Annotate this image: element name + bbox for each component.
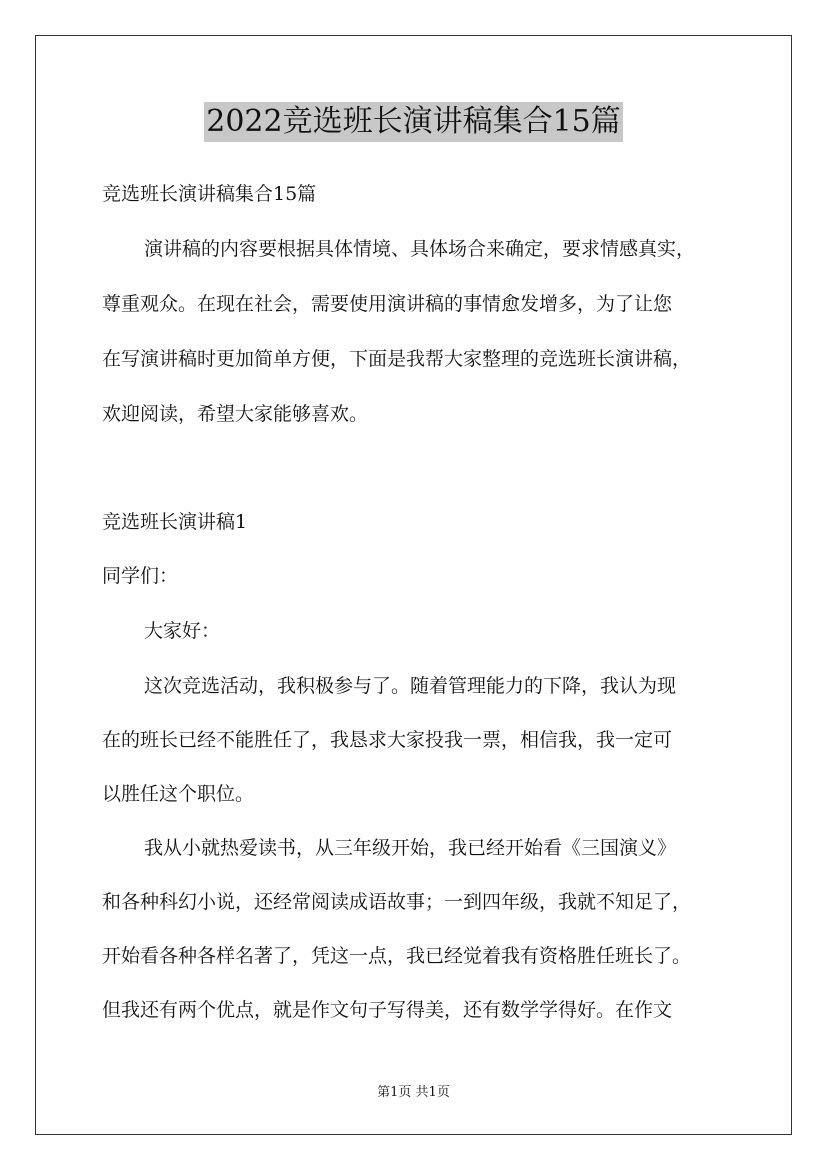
title-wrap [0, 102, 827, 142]
paragraph-line: 在写演讲稿时更加简单方便，下面是我帮大家整理的竞选班长演讲稿， [102, 348, 692, 370]
paragraph-line: 开始看各种各样名著了，凭这一点，我已经觉着我有资格胜任班长了。 [102, 945, 692, 967]
paragraph-line: 在的班长已经不能胜任了，我恳求大家投我一票，相信我，我一定可 [102, 729, 673, 751]
paragraph-line: 和各种科幻小说，还经常阅读成语故事；一到四年级，我就不知足了， [102, 891, 692, 913]
paragraph-line: 我从小就热爱读书，从三年级开始，我已经开始看《三国演义》 [144, 837, 677, 859]
paragraph-line: 欢迎阅读，希望大家能够喜欢。 [102, 403, 369, 425]
page-number: 第1页 共1页 [377, 1085, 450, 1100]
page-footer [0, 1084, 827, 1102]
document-title: 2022竞选班长演讲稿集合15篇 [204, 102, 623, 142]
section-heading: 竞选班长演讲稿1 [102, 511, 248, 533]
subtitle-line: 竞选班长演讲稿集合15篇 [102, 183, 317, 205]
salutation-line: 同学们： [102, 565, 179, 587]
greeting-line: 大家好： [144, 620, 221, 642]
paragraph-line: 尊重观众。在现在社会，需要使用演讲稿的事情愈发增多，为了让您 [102, 293, 673, 315]
paragraph-line: 但我还有两个优点，就是作文句子写得美，还有数学学得好。在作文 [102, 999, 673, 1021]
paragraph-line: 这次竞选活动，我积极参与了。随着管理能力的下降，我认为现 [144, 675, 677, 697]
paragraph-line: 演讲稿的内容要根据具体情境、具体场合来确定，要求情感真实， [144, 238, 696, 260]
paragraph-line: 以胜任这个职位。 [102, 783, 255, 805]
